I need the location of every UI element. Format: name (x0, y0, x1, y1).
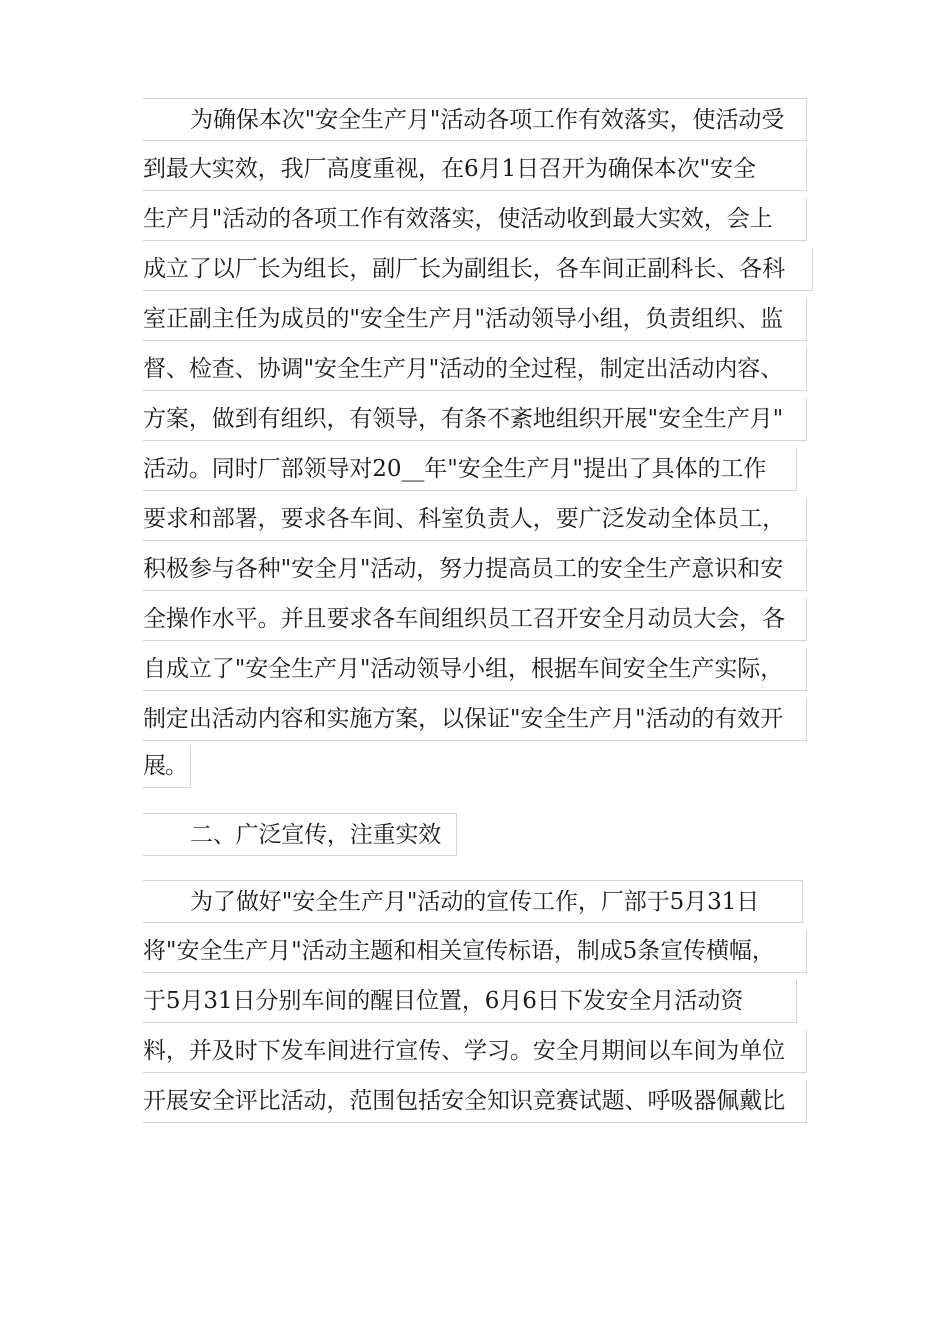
paragraph-1-line: 活动。同时厂部领导对20__年"安全生产月"提出了具体的工作 (143, 448, 797, 491)
section-heading: 二、广泛宣传，注重实效 (143, 813, 457, 856)
paragraph-2-line: 开展安全评比活动，范围包括安全知识竞赛试题、呼吸器佩戴比 (143, 1080, 807, 1123)
paragraph-2-line: 为了做好"安全生产月"活动的宣传工作，厂部于5月31日 (143, 880, 803, 923)
paragraph-2-line: 料，并及时下发车间进行宣传、学习。安全月期间以车间为单位 (143, 1030, 807, 1073)
paragraph-1-line: 成立了以厂长为组长，副厂长为副组长，各车间正副科长、各科 (143, 248, 813, 291)
paragraph-2-line: 将"安全生产月"活动主题和相关宣传标语，制成5条宣传横幅， (143, 930, 807, 973)
paragraph-1-line: 制定出活动内容和实施方案，以保证"安全生产月"活动的有效开 (143, 698, 807, 741)
paragraph-1-line: 积极参与各种"安全月"活动，努力提高员工的安全生产意识和安 (143, 548, 807, 591)
paragraph-1-line: 室正副主任为成员的"安全生产月"活动领导小组，负责组织、监 (143, 298, 807, 341)
paragraph-1-line: 为确保本次"安全生产月"活动各项工作有效落实，使活动受 (143, 98, 807, 141)
paragraph-1-line: 到最大实效，我厂高度重视，在6月1日召开为确保本次"安全 (143, 148, 807, 191)
paragraph-1-line: 方案，做到有组织，有领导，有条不紊地组织开展"安全生产月" (143, 398, 807, 441)
paragraph-1-line: 生产月"活动的各项工作有效落实，使活动收到最大实效，会上 (143, 198, 807, 241)
paragraph-1-line: 自成立了"安全生产月"活动领导小组，根据车间安全生产实际， (143, 648, 807, 691)
paragraph-1-line: 展。 (143, 745, 191, 788)
paragraph-1-line: 全操作水平。并且要求各车间组织员工召开安全月动员大会，各 (143, 598, 807, 641)
paragraph-2-line: 于5月31日分别车间的醒目位置，6月6日下发安全月活动资 (143, 980, 797, 1023)
paragraph-1-line: 要求和部署，要求各车间、科室负责人，要广泛发动全体员工， (143, 498, 807, 541)
paragraph-1-line: 督、检查、协调"安全生产月"活动的全过程，制定出活动内容、 (143, 348, 807, 391)
